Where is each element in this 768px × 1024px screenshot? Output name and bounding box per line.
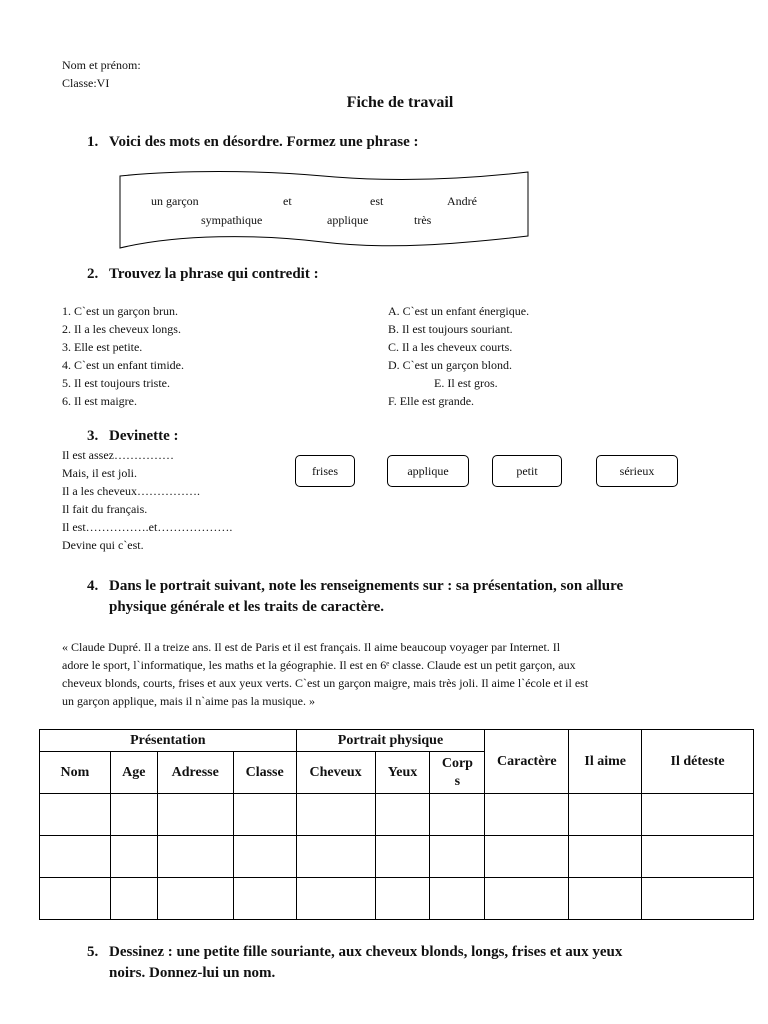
question-2 <box>87 266 319 283</box>
scroll-banner-shape <box>118 168 536 252</box>
name-label: Nom et prénom: <box>62 58 141 72</box>
word-item: très <box>414 213 432 227</box>
table-cell[interactable] <box>485 878 569 920</box>
list-item: 4. C`est un enfant timide. <box>62 358 184 372</box>
table-cell[interactable] <box>485 794 569 836</box>
word-item: et <box>283 194 292 208</box>
table-cell[interactable] <box>569 878 642 920</box>
class-label: Classe:VI <box>62 76 110 90</box>
word-item: André <box>447 194 477 208</box>
statement-list-right <box>388 302 529 410</box>
riddle-line: Il est assez…………… <box>62 448 174 462</box>
question-text: noirs. Donnez-lui un nom. <box>109 965 276 981</box>
header-il-deteste: Il déteste <box>642 730 754 794</box>
list-item: 3. Elle est petite. <box>62 340 143 354</box>
word-box: sérieux <box>596 455 678 487</box>
table-cell[interactable] <box>430 878 485 920</box>
table-cell[interactable] <box>157 836 233 878</box>
list-item: 2. Il a les cheveux longs. <box>62 322 181 336</box>
paragraph-line: « Claude Dupré. Il a treize ans. Il est de Paris et il est français. Il aime beaucoup voyager par Internet. Il <box>62 640 561 654</box>
table-cell[interactable] <box>642 878 754 920</box>
list-item: A. C`est un enfant énergique. <box>388 304 530 318</box>
riddle-line: Il fait du français. <box>62 502 148 516</box>
table-cell[interactable] <box>569 794 642 836</box>
list-item: B. Il est toujours souriant. <box>388 322 513 336</box>
table-cell[interactable] <box>40 878 111 920</box>
header-il-aime: Il aime <box>569 730 642 794</box>
table-cell[interactable] <box>233 836 296 878</box>
list-item: D. C`est un garçon blond. <box>388 358 512 372</box>
question-3 <box>87 428 179 445</box>
table-cell[interactable] <box>642 794 754 836</box>
word-box: applique <box>387 455 469 487</box>
table-cell[interactable] <box>157 878 233 920</box>
word-item: applique <box>327 213 369 227</box>
word-item: est <box>370 194 384 208</box>
header-portrait-physique: Portrait physique <box>296 730 485 752</box>
paragraph-line: adore le sport, l`informatique, les maths et la géographie. Il est en 6ᵉ classe. Claude est un petit garçon, aux <box>62 658 576 672</box>
paragraph-line: un garçon applique, mais il n`aime pas la musique. » <box>62 694 315 708</box>
table-cell[interactable] <box>485 836 569 878</box>
table-cell[interactable] <box>40 794 111 836</box>
list-item: 1. C`est un garçon brun. <box>62 304 178 318</box>
statement-list-left <box>62 302 184 410</box>
question-text: Dans le portrait suivant, note les renseignements sur : sa présentation, son allure <box>109 578 624 594</box>
riddle-line: Devine qui c`est. <box>62 538 144 552</box>
question-1 <box>87 134 419 151</box>
question-text: Voici des mots en désordre. Formez une phrase : <box>109 134 419 150</box>
table-cell[interactable] <box>296 836 375 878</box>
table-cell[interactable] <box>296 794 375 836</box>
table-cell[interactable] <box>375 836 430 878</box>
header-nom: Nom <box>40 752 111 794</box>
word-box: petit <box>492 455 562 487</box>
table-cell[interactable] <box>110 878 157 920</box>
question-number: 5. <box>87 944 99 960</box>
word-item: sympathique <box>201 213 263 227</box>
table-cell[interactable] <box>375 878 430 920</box>
header-presentation: Présentation <box>40 730 297 752</box>
question-number: 3. <box>87 428 99 444</box>
paragraph-line: cheveux blonds, courts, frises et aux yeux verts. C`est un garçon maigre, mais très joli. Il aime l`école et il est <box>62 676 589 690</box>
table-row <box>40 836 754 878</box>
list-item: 6. Il est maigre. <box>62 394 137 408</box>
header-cheveux: Cheveux <box>296 752 375 794</box>
table-cell[interactable] <box>642 836 754 878</box>
list-item: C. Il a les cheveux courts. <box>388 340 513 354</box>
word-item: un garçon <box>151 194 199 208</box>
table-cell[interactable] <box>375 794 430 836</box>
portrait-paragraph <box>62 638 752 710</box>
page-title: Fiche de travail <box>346 94 454 111</box>
table-row <box>40 794 754 836</box>
list-item: E. Il est gros. <box>434 376 498 390</box>
question-number: 1. <box>87 134 99 150</box>
table-cell[interactable] <box>40 836 111 878</box>
table-cell[interactable] <box>110 836 157 878</box>
header-adresse: Adresse <box>157 752 233 794</box>
list-item: F. Elle est grande. <box>388 394 475 408</box>
riddle-lines <box>62 446 232 554</box>
table-cell[interactable] <box>110 794 157 836</box>
table-cell[interactable] <box>157 794 233 836</box>
question-text: physique générale et les traits de caractère. <box>109 599 385 615</box>
header-corps-part: s <box>454 773 461 789</box>
question-4 <box>87 576 623 618</box>
question-text: Trouvez la phrase qui contredit : <box>109 266 319 282</box>
portrait-table <box>39 729 754 920</box>
table-row <box>40 878 754 920</box>
list-item: 5. Il est toujours triste. <box>62 376 170 390</box>
riddle-line: Il a les cheveux……………. <box>62 484 200 498</box>
question-number: 2. <box>87 266 99 282</box>
table-cell[interactable] <box>296 878 375 920</box>
question-number: 4. <box>87 578 99 594</box>
table-cell[interactable] <box>233 794 296 836</box>
header-yeux: Yeux <box>375 752 430 794</box>
header-corps-part: Corp <box>441 755 473 771</box>
table-cell[interactable] <box>430 794 485 836</box>
header-corps <box>430 752 485 794</box>
word-box: frises <box>295 455 355 487</box>
table-cell[interactable] <box>569 836 642 878</box>
header-classe: Classe <box>233 752 296 794</box>
riddle-line: Il est…………….et………………. <box>62 520 233 534</box>
header-age: Age <box>110 752 157 794</box>
riddle-line: Mais, il est joli. <box>62 466 137 480</box>
header-caractere: Caractère <box>485 730 569 794</box>
question-text: Devinette : <box>109 428 179 444</box>
question-5 <box>87 942 622 984</box>
table-cell[interactable] <box>430 836 485 878</box>
table-cell[interactable] <box>233 878 296 920</box>
question-text: Dessinez : une petite fille souriante, aux cheveux blonds, longs, frises et aux yeux <box>109 944 623 960</box>
